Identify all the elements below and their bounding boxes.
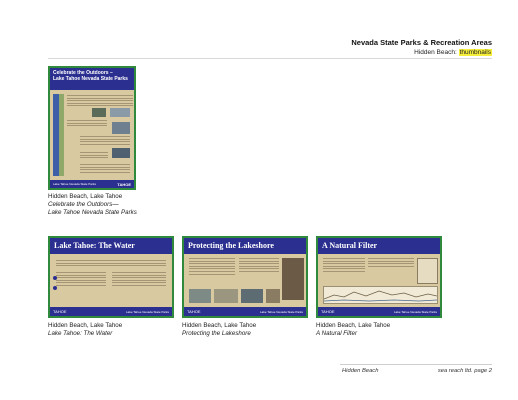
panel-footer-left: TAHOE	[53, 309, 67, 314]
thumbnail-celebrate-outdoors[interactable]	[48, 66, 136, 190]
panel-text	[56, 260, 166, 268]
subtitle-prefix: Hidden Beach:	[414, 49, 459, 56]
panel-footer-right: Lake Tahoe Nevada State Parks	[394, 309, 437, 314]
photo-thumb	[92, 108, 106, 117]
photo-thumb	[110, 108, 130, 117]
caption-location: Hidden Beach, Lake Tahoe	[48, 322, 123, 329]
caption-title: Lake Tahoe: The Water	[48, 330, 113, 337]
panel-title: Lake Tahoe: The Water	[54, 241, 135, 250]
photo-thumb	[266, 289, 280, 303]
panel-text	[80, 164, 130, 174]
panel-title: Protecting the Lakeshore	[188, 241, 274, 250]
panel-image	[50, 68, 134, 188]
water-drop-icon	[53, 286, 57, 290]
photo-thumb	[214, 289, 238, 303]
thumbnail-lake-tahoe-water[interactable]	[48, 236, 174, 318]
thumbnail-protecting-lakeshore[interactable]	[182, 236, 308, 318]
panel-text	[67, 95, 133, 108]
caption-title-line2: Lake Tahoe Nevada State Parks	[48, 209, 137, 216]
photo-thumb	[189, 289, 211, 303]
panel-text	[80, 152, 108, 160]
thumbnail-caption	[48, 193, 137, 217]
thumbnail-caption	[182, 322, 256, 338]
landscape-sketch	[324, 287, 437, 303]
panel-text	[323, 258, 365, 274]
caption-title: A Natural Filter	[316, 330, 358, 337]
map-shore	[59, 94, 64, 176]
panel-banner	[50, 68, 134, 90]
panel-title: A Natural Filter	[322, 241, 378, 250]
panel-footer-left: TAHOE	[187, 309, 201, 314]
header-divider	[48, 58, 492, 59]
panel-footer	[184, 307, 306, 316]
thumbnail-caption	[48, 322, 122, 338]
panel-title-line1: Celebrate the Outdoors –	[53, 70, 113, 76]
footer-divider	[340, 364, 492, 365]
panel-text	[80, 136, 130, 146]
caption-location: Hidden Beach, Lake Tahoe	[182, 322, 257, 329]
panel-text	[368, 258, 414, 268]
landscape-illustration	[323, 286, 438, 304]
caption-location: Hidden Beach, Lake Tahoe	[48, 193, 123, 200]
panel-image	[318, 238, 440, 316]
panel-banner	[318, 238, 440, 254]
panel-text	[112, 272, 166, 288]
panel-text	[189, 258, 235, 276]
caption-title-line1: Celebrate the Outdoors—	[48, 201, 119, 208]
photo-thumb	[112, 148, 130, 158]
panel-image	[184, 238, 306, 316]
photo-thumb	[241, 289, 263, 303]
panel-footer	[318, 307, 440, 316]
panel-footer-left: TAHOE	[321, 309, 335, 314]
panel-image	[50, 238, 172, 316]
caption-location: Hidden Beach, Lake Tahoe	[316, 322, 391, 329]
thumbnail-caption	[316, 322, 390, 338]
photo-thumb	[112, 122, 130, 134]
page-subtitle	[414, 49, 492, 56]
panel-footer-right: TAHOE	[117, 181, 131, 187]
panel-text	[239, 258, 279, 274]
water-drop-icon	[53, 276, 57, 280]
photo-thumb	[282, 258, 304, 300]
footer-right: sea reach ltd. page 2	[437, 368, 492, 374]
panel-footer-right: Lake Tahoe Nevada State Parks	[126, 309, 169, 314]
panel-banner	[184, 238, 306, 254]
panel-text	[67, 120, 107, 128]
panel-text	[56, 272, 106, 288]
panel-banner	[50, 238, 172, 254]
thumbnail-natural-filter[interactable]	[316, 236, 442, 318]
panel-title-line2: Lake Tahoe Nevada State Parks	[53, 76, 128, 82]
page-title: Nevada State Parks & Recreation Areas	[351, 38, 492, 47]
map-thumb	[417, 258, 438, 284]
subtitle-highlight: thumbnails	[459, 49, 491, 56]
caption-title: Protecting the Lakeshore	[182, 330, 251, 337]
footer-left: Hidden Beach	[342, 368, 379, 374]
panel-footer	[50, 180, 134, 188]
panel-footer	[50, 307, 172, 316]
panel-footer-left: Lake Tahoe Nevada State Parks	[53, 182, 96, 186]
panel-footer-right: Lake Tahoe Nevada State Parks	[260, 309, 303, 314]
